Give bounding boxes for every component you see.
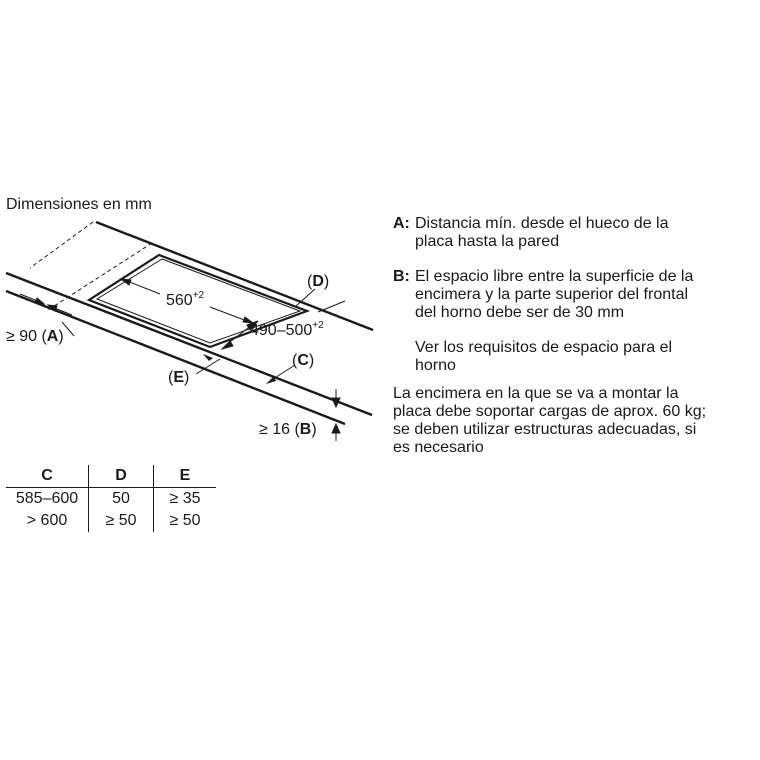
d-label: (D) xyxy=(307,273,330,290)
table-cell: ≥ 50 xyxy=(154,510,217,532)
dimensions-table xyxy=(6,465,216,532)
table-cell: 50 xyxy=(89,488,154,511)
table-cell: > 600 xyxy=(26,512,68,529)
b-label: ≥ 16 (B) xyxy=(259,421,317,438)
note-load: La encimera en la que se va a montar la placa debe soportar cargas de aprox. 60 kg; se deben utilizar estructuras adecuadas, si es necesario xyxy=(393,385,707,456)
table-cell: 585–600 xyxy=(15,490,79,507)
b-dimension xyxy=(332,389,340,441)
c-label: (C) xyxy=(292,352,315,369)
note-a-key: A: xyxy=(393,215,410,232)
wall-projection xyxy=(30,222,152,310)
table-row xyxy=(6,488,216,511)
depth-label: $490-500^{+2}$ xyxy=(250,320,324,339)
header-d: D xyxy=(89,465,154,488)
header-e: E xyxy=(154,465,217,488)
note-b-text: El espacio libre entre la superficie de la encimera y la parte superior del frontal del horno debe ser de 30 mm xyxy=(415,268,694,321)
diagram-title: Dimensiones en mm xyxy=(6,196,152,213)
notes-panel xyxy=(393,215,753,457)
note-b-key: B: xyxy=(393,268,410,285)
header-c: C xyxy=(6,465,89,488)
note-oven: Ver los requisitos de espacio para el horno xyxy=(415,339,673,374)
table-cell: ≥ 35 xyxy=(154,488,217,511)
note-b xyxy=(393,268,753,322)
countertop-right-edge xyxy=(372,330,373,415)
e-label: (E) xyxy=(168,369,190,386)
note-a xyxy=(393,215,753,251)
table-cell: ≥ 50 xyxy=(89,510,154,532)
countertop-back-edge xyxy=(96,222,373,330)
table-header-row xyxy=(6,465,216,488)
a-label: ≥ 90 (A) xyxy=(6,328,64,345)
note-a-text: Distancia mín. desde el hueco de la placa hasta la pared xyxy=(415,215,669,250)
table-row xyxy=(6,510,216,532)
width-label: $560^{+2}$ xyxy=(166,290,205,309)
